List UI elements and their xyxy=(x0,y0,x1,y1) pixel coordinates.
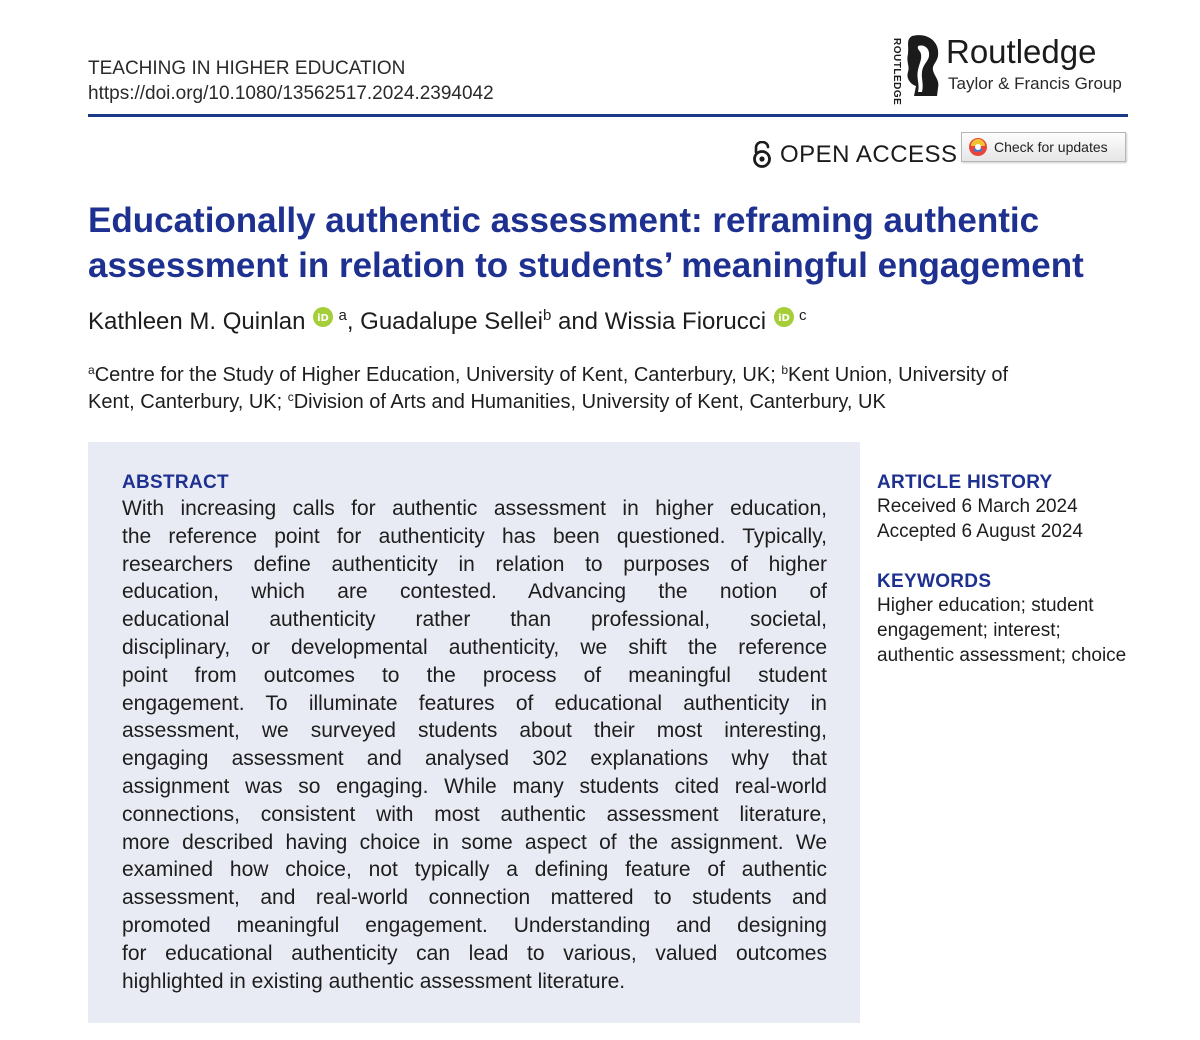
abstract-line: connections, consistent with most authentic assessment literature, xyxy=(122,802,827,826)
abstract-line: assignment was so engaging. While many students cited real-world xyxy=(122,774,827,798)
abstract-line: With increasing calls for authentic assessment in higher education, xyxy=(122,497,827,520)
journal-name: TEACHING IN HIGHER EDUCATION xyxy=(88,58,406,79)
affiliation-text: Kent Union, University of xyxy=(788,364,1009,386)
crossmark-icon xyxy=(968,137,988,157)
abstract-line: engaging assessment and analysed 302 explanations why that xyxy=(122,747,827,771)
abstract-line: disciplinary, or developmental authenticity, we shift the reference xyxy=(122,635,827,659)
abstract-heading: ABSTRACT xyxy=(122,472,229,493)
abstract-line: engagement. To illuminate features of educational authenticity in xyxy=(122,691,827,715)
abstract-line: education, which are contested. Advancing the notion of xyxy=(122,580,827,604)
keywords-line: engagement; interest; xyxy=(877,620,1061,641)
affiliation-text: Centre for the Study of Higher Education, University of Kent, Canterbury, UK; xyxy=(94,364,782,386)
keywords xyxy=(877,571,1177,668)
journal-header xyxy=(88,56,494,106)
affiliation-sup: b xyxy=(781,363,788,377)
author-name: Kathleen M. Quinlan xyxy=(88,308,306,335)
title-line: Educationally authentic assessment: reframing authentic xyxy=(88,201,1040,240)
open-access-badge xyxy=(752,138,958,172)
author-affiliation-sup: a xyxy=(338,307,347,324)
affiliation-text: Kent, Canterbury, UK; xyxy=(88,391,288,413)
abstract-line: highlighted in existing authentic assessment literature. xyxy=(122,969,626,993)
received-date: Received 6 March 2024 xyxy=(877,496,1078,517)
publisher-logo xyxy=(884,30,1134,106)
affiliation-line xyxy=(88,362,1133,389)
orcid-icon[interactable] xyxy=(313,307,333,327)
affiliation-sup: a xyxy=(88,363,95,377)
author-name: Guadalupe Sellei xyxy=(360,308,543,335)
author-affiliation-sup: c xyxy=(799,307,807,324)
abstract-line: more described having choice in some aspect of the assignment. We xyxy=(122,830,827,854)
author-affiliation-sup: b xyxy=(542,307,552,324)
publisher-group: Taylor & Francis Group xyxy=(948,74,1122,93)
abstract-line: promoted meaningful engagement. Understanding and designing xyxy=(122,913,827,937)
abstract-body xyxy=(122,495,827,995)
abstract-line: the reference point for authenticity has been questioned. Typically, xyxy=(122,524,827,548)
affiliation-sup: c xyxy=(287,390,294,404)
keywords-heading: KEYWORDS xyxy=(877,571,992,592)
abstract-line: assessment, and real-world connection mattered to students and xyxy=(122,886,827,910)
affiliation-text: Division of Arts and Humanities, University of Kent, Canterbury, UK xyxy=(293,391,886,413)
keywords-line: authentic assessment; choice xyxy=(877,645,1127,666)
svg-text:iD: iD xyxy=(778,313,790,324)
affiliation-line xyxy=(88,389,1133,416)
keywords-line: Higher education; student xyxy=(877,595,1094,616)
title-line: assessment in relation to students’ meaningful engagement xyxy=(88,246,1084,285)
abstract-line: researchers define authenticity in relation to purposes of higher xyxy=(122,552,827,576)
check-for-updates-button[interactable] xyxy=(961,132,1126,162)
doi-link[interactable]: https://doi.org/10.1080/13562517.2024.2394042 xyxy=(88,83,494,104)
publisher-name: Routledge xyxy=(946,33,1097,70)
header-divider xyxy=(88,114,1128,117)
accepted-date: Accepted 6 August 2024 xyxy=(877,521,1083,542)
author-separator: and xyxy=(551,308,605,335)
article-history-heading: ARTICLE HISTORY xyxy=(877,472,1053,493)
publisher-vertical-text: ROUTLEDGE xyxy=(891,38,902,106)
abstract-line: for educational authenticity can lead to various, valued outcomes xyxy=(122,941,827,965)
abstract-line: assessment, we surveyed students about their most interesting, xyxy=(122,719,827,743)
author-separator: , xyxy=(346,308,361,335)
abstract-line: educational authenticity rather than professional, societal, xyxy=(122,608,827,632)
abstract-line: point from outcomes to the process of meaningful student xyxy=(122,663,827,687)
affiliations xyxy=(88,362,1133,416)
svg-text:iD: iD xyxy=(317,313,330,324)
routledge-head-icon xyxy=(904,32,942,98)
article-history xyxy=(877,472,1177,544)
author-name: Wissia Fiorucci xyxy=(604,308,767,335)
author-list xyxy=(88,306,807,338)
open-lock-icon xyxy=(752,141,772,169)
abstract-line: examined how choice, not typically a defining feature of authentic xyxy=(122,858,827,882)
open-access-label: OPEN ACCESS xyxy=(780,141,958,168)
article-title xyxy=(88,198,1148,288)
orcid-icon[interactable] xyxy=(774,307,794,327)
check-for-updates-label: Check for updates xyxy=(994,139,1108,155)
